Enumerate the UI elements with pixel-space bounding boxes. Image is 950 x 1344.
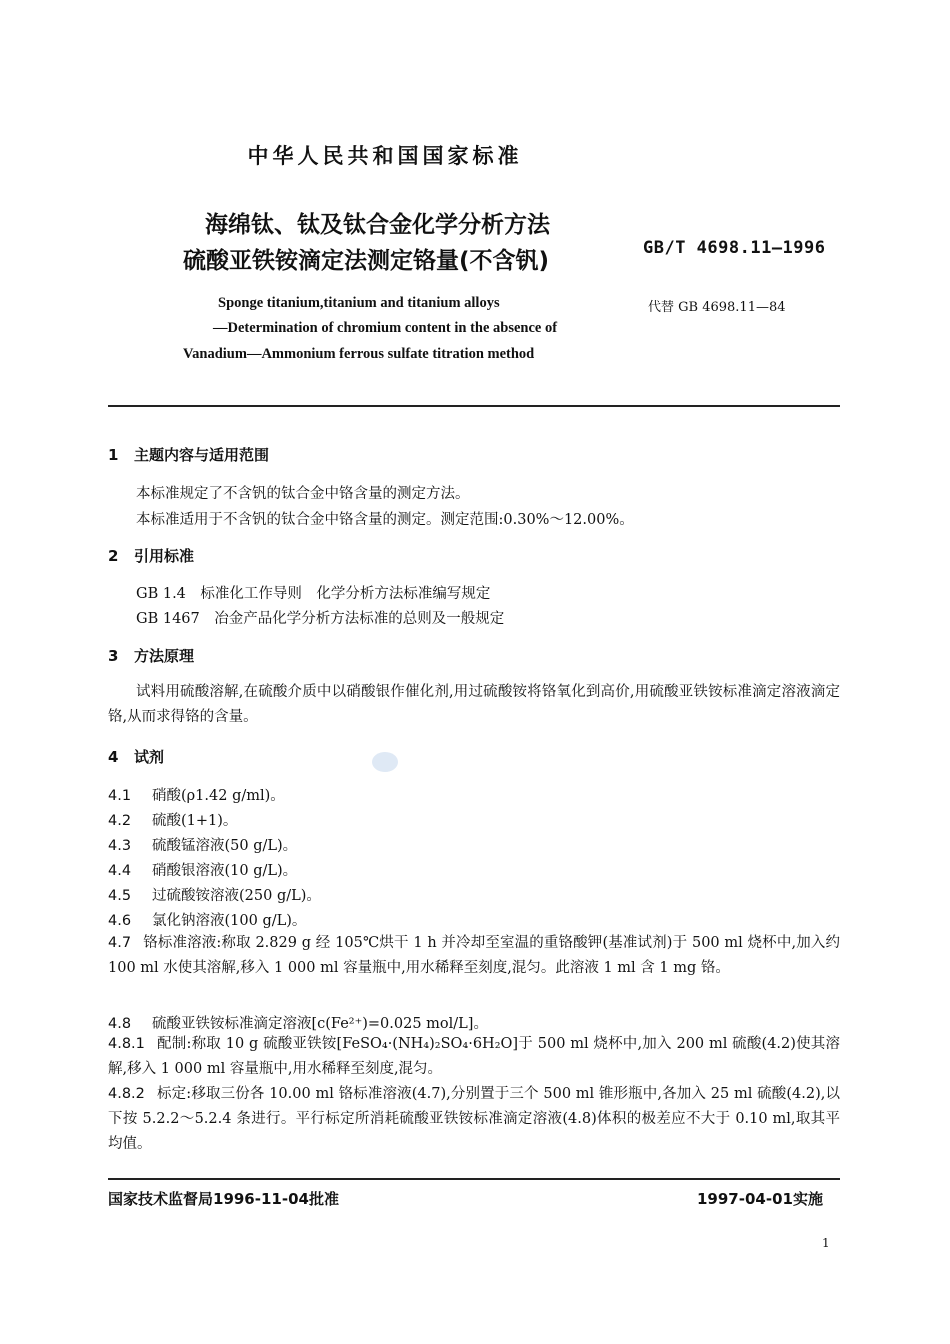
list-item: 4.3 硫酸锰溶液(50 g/L)。	[108, 838, 298, 854]
section-1-paragraph-2: 本标准适用于不含钒的钛合金中铬含量的测定。测定范围:0.30%～12.00%。	[136, 512, 634, 528]
section-1-paragraph-1: 本标准规定了不含钒的钛合金中铬含量的测定方法。	[136, 486, 470, 502]
item-4-8-2: 4.8.2 标定:移取三份各 10.00 ml 铬标准溶液(4.7),分别置于三个 500 ml 锥形瓶中,各加入 25 ml 硫酸(4.2),以下按 5.2.2～5.2.4 条进行。平行标定所消耗硫酸亚铁铵标准滴定溶液(4.8)体积的极差应不大于 0.10 ml,取其平均值。	[108, 1086, 840, 1152]
replaces-note: 代替 GB 4698.11—84	[648, 300, 786, 315]
implementation-date: 1997-04-01实施	[697, 1190, 823, 1208]
section-title: 方法原理	[134, 647, 195, 665]
top-divider	[108, 405, 840, 407]
section-number: 1	[108, 446, 119, 464]
approval-date: 国家技术监督局1996-11-04批准	[108, 1190, 339, 1208]
section-number: 3	[108, 647, 119, 665]
reference-1: GB 1.4 标准化工作导则 化学分析方法标准编写规定	[136, 586, 491, 602]
item-4-8: 4.8 硫酸亚铁铵标准滴定溶液[c(Fe²⁺)=0.025 mol/L]。	[108, 1016, 488, 1032]
section-3-paragraph: 试料用硫酸溶解,在硫酸介质中以硝酸银作催化剂,用过硫酸铵将铬氧化到高价,用硫酸亚铁铵标准滴定溶液滴定铬,从而求得铬的含量。	[108, 684, 840, 725]
section-1-heading	[108, 444, 269, 465]
section-4-heading	[108, 746, 164, 767]
section-title: 试剂	[134, 748, 165, 766]
list-item: 4.2 硫酸(1+1)。	[108, 813, 238, 829]
header-org: 中华人民共和国国家标准	[247, 144, 523, 168]
item-4-8-1: 4.8.1 配制:称取 10 g 硫酸亚铁铵[FeSO₄·(NH₄)₂SO₄·6H₂O]于 500 ml 烧杯中,加入 200 ml 硫酸(4.2)使其溶解,移入 1 000 ml 容量瓶中,用水稀释至刻度,混匀。	[108, 1036, 840, 1077]
section-3-heading	[108, 645, 194, 666]
section-2-heading	[108, 545, 194, 566]
list-item: 4.6 氯化钠溶液(100 g/L)。	[108, 913, 307, 929]
watermark-logo	[372, 752, 398, 772]
title-en-line2: —Determination of chromium content in the absence of	[213, 320, 558, 336]
page-number: 1	[822, 1236, 830, 1250]
list-item: 4.1 硝酸(ρ1.42 g/ml)。	[108, 788, 285, 804]
section-title: 引用标准	[134, 547, 195, 565]
section-title: 主题内容与适用范围	[134, 446, 270, 464]
title-cn-line2: 硫酸亚铁铵滴定法测定铬量(不含钒)	[183, 248, 550, 274]
standard-number: GB/T 4698.11—1996	[643, 238, 826, 258]
section-number: 2	[108, 547, 119, 565]
section-number: 4	[108, 748, 119, 766]
bottom-divider	[108, 1178, 840, 1180]
list-item: 4.4 硝酸银溶液(10 g/L)。	[108, 863, 298, 879]
reference-2: GB 1467 冶金产品化学分析方法标准的总则及一般规定	[136, 611, 505, 627]
title-cn-line1: 海绵钛、钛及钛合金化学分析方法	[205, 212, 550, 238]
title-en-line1: Sponge titanium,titanium and titanium alloys	[218, 295, 500, 311]
item-4-7: 4.7 铬标准溶液:称取 2.829 g 经 105℃烘干 1 h 并冷却至室温的重铬酸钾(基准试剂)于 500 ml 烧杯中,加入约 100 ml 水使其溶解,移入 1 000 ml 容量瓶中,用水稀释至刻度,混匀。此溶液 1 ml 含 1 mg 铬。	[108, 935, 840, 976]
title-en-line3: Vanadium—Ammonium ferrous sulfate titration method	[183, 346, 535, 362]
list-item: 4.5 过硫酸铵溶液(250 g/L)。	[108, 888, 321, 904]
